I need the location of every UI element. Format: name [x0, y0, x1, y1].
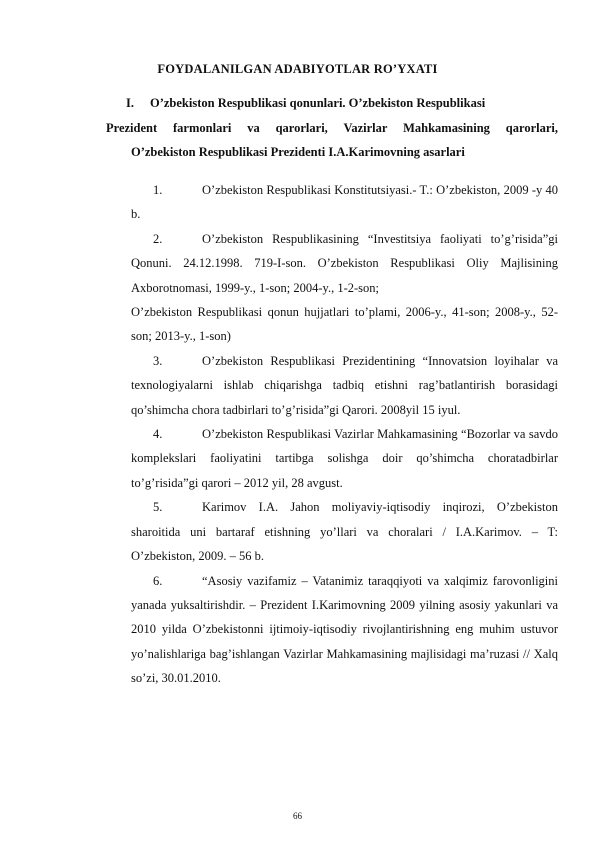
reference-number: 5. [153, 500, 163, 515]
section-heading-line-3: O’zbekiston Respublikasi Prezidenti I.A.Karimovning asarlari [131, 145, 465, 159]
reference-item [131, 495, 558, 568]
reference-item [131, 569, 558, 691]
reference-item [131, 422, 558, 495]
section-heading-text-1: O’zbekiston Respublikasi qonunlari. O’zbekiston Respublikasi [150, 96, 486, 110]
page-title: FOYDALANILGAN ADABIYOTLAR RO’YXATI [157, 62, 438, 76]
reference-number: 1. [153, 183, 163, 197]
page-number: 66 [293, 811, 302, 821]
reference-text: “Asosiy vazifamiz – Vatanimiz taraqqiyoti va xalqimiz farovonligini yanada yuksaltirishdir. – Prezident I.Karimovning 2009 yilning asosiy yakunlari va 2010 yilda O’zbekistonni ijtimoiy-iqtisodiy rivojlantirishning eng muhim ustuvor yo’nalishlariga bag’ishlangan Vazirlar Mahkamasining majlisidagi ma’ruzasi // Xalq so’zi, 30.01.2010. [131, 573, 558, 686]
section-number: I. [126, 96, 134, 110]
reference-text: O’zbekiston Respublikasi Konstitutsiyasi.- T.: O’zbekiston, 2009 -y 40 b. [131, 183, 558, 222]
section-heading-line-1 [106, 91, 558, 116]
section-heading-line-2: Prezident farmonlari va qarorlari, Vazirlar Mahkamasining qarorlari, [106, 120, 558, 135]
reference-text: Karimov I.A. Jahon moliyaviy-iqtisodiy inqirozi, O’zbekiston sharoitida uni bartaraf etishning yo’llari va choralari / I.A.Karimov. – T: O’zbekiston, 2009. – 56 b. [131, 500, 558, 564]
reference-number: 2. [153, 231, 163, 246]
reference-list [131, 178, 558, 691]
reference-text: O’zbekiston Respublikasining “Investitsiya faoliyati to’g’risida”gi Qonuni. 24.12.1998. 719-I-son. O’zbekiston Respublikasi Oliy Majlisining Axborotnomasi, 1999-y., 1-son; 2004-y., 1-2-son; [131, 231, 558, 295]
reference-item [131, 227, 558, 300]
reference-item [131, 178, 558, 227]
reference-number: 6. [153, 573, 163, 588]
reference-number: 3. [153, 353, 163, 368]
reference-continuation [131, 300, 558, 349]
reference-text: O’zbekiston Respublikasi Prezidentining “Innovatsion loyihalar va texnologiyalarni ishlab chiqarishga tadbiq etishni rag’batlantirish borasidagi qo’shimcha chora tadbirlari to’g’risida”gi Qarori. 2008yil 15 iyul. [131, 353, 558, 417]
reference-number: 4. [153, 427, 163, 442]
reference-text: O’zbekiston Respublikasi Vazirlar Mahkamasining “Bozorlar va savdo komplekslari faoliyatini tartibga solishga doir qo’shimcha choratadbirlar to’g’risida”gi qarori – 2012 yil, 28 avgust. [131, 427, 558, 490]
reference-item [131, 349, 558, 422]
reference-text: O’zbekiston Respublikasi qonun hujjatlari to’plami, 2006-y., 41-son; 2008-y., 52-son; 2013-y., 1-son) [131, 305, 558, 344]
section-heading [106, 91, 558, 165]
